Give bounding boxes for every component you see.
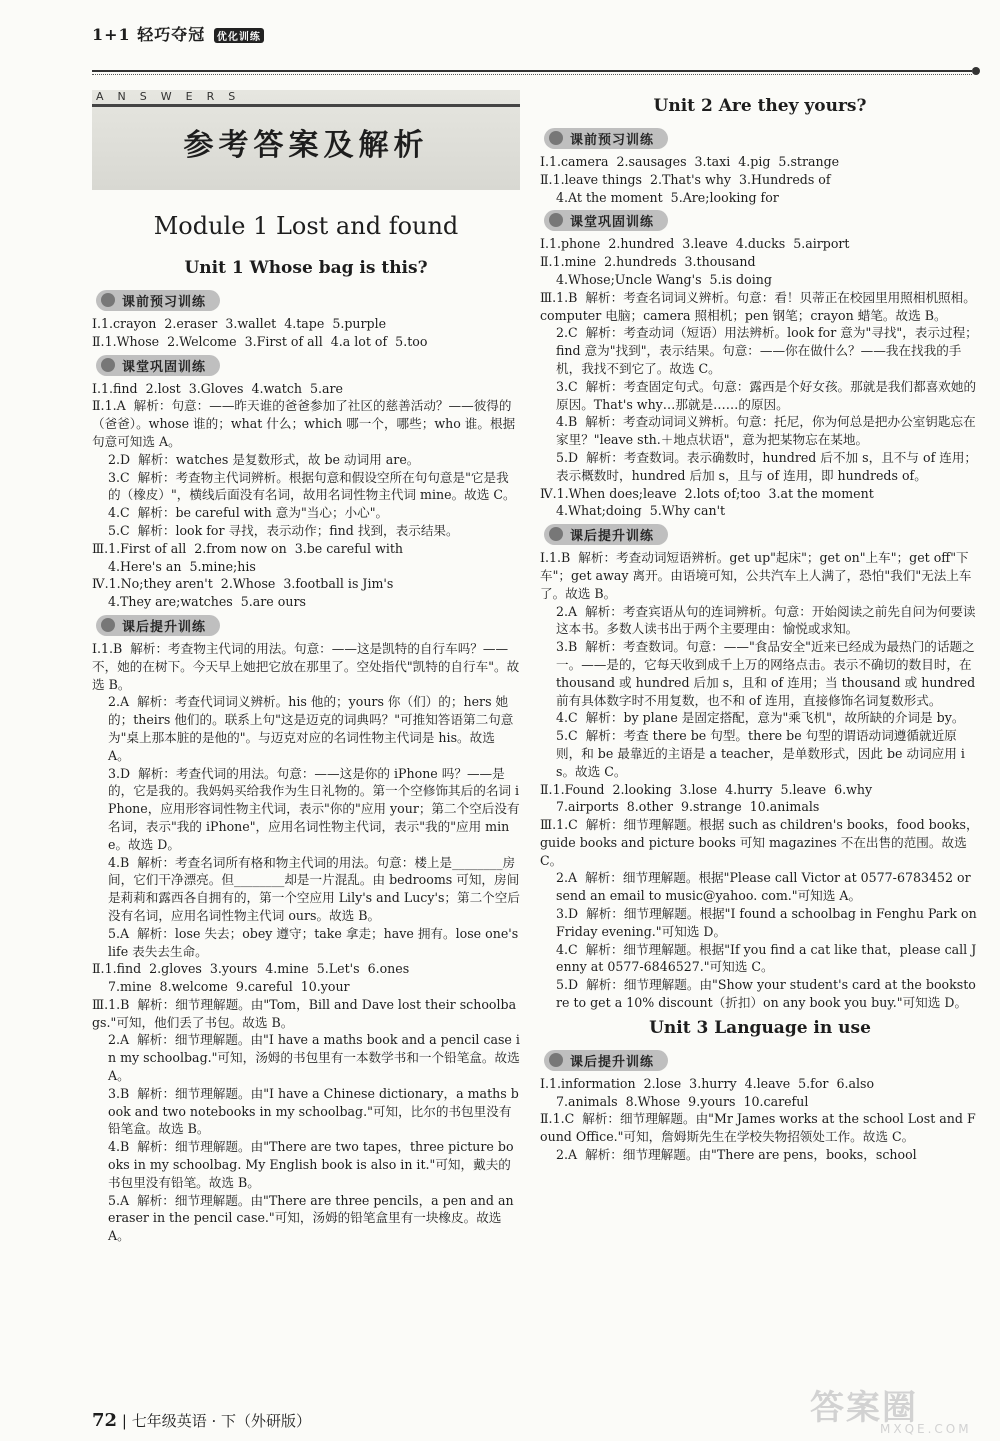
- answer-line: 4.B 解析：考查动词词义辨析。句意：托尼，你为何总是把办公室钥匙忘在家里？"leave sth.＋地点状语"，意为把某物忘在某地。: [556, 414, 976, 448]
- watermark-text: 答案圈: [810, 1388, 918, 1428]
- answer-line: 2.C 解析：考查动词（短语）用法辨析。look for 意为"寻找"，表示过程；find 意为"找到"，表示结果。句意：——你在做什么？——我在找我的手机，我找不到它了。故选 C。: [556, 325, 978, 376]
- banner-title: 参考答案及解析: [183, 128, 429, 163]
- answer-line: 4.They are;watches 5.are ours: [108, 594, 306, 610]
- answer-line: 2.A 解析：考查宾语从句的连词辨析。句意：开始阅读之前先自问为何要读这本书。多数人读书出于两个主要理由：愉悦或求知。: [556, 603, 976, 637]
- section-tag-preview: 课前预习训练: [96, 290, 220, 311]
- answer-line: 4.At the moment 5.Are;looking for: [556, 189, 779, 205]
- answer-line: 3.B 解析：细节理解题。由"I have a Chinese dictionary，a maths book and two notebooks in my schoolbag."可知，比尔的书包里没有铅笔盒。故选 B。: [108, 1085, 519, 1137]
- answer-line: Ⅱ.1.mine 2.hundreds 3.thousand: [540, 254, 756, 270]
- watermark-logo: [810, 1380, 990, 1440]
- answer-line: 4.C 解析：by plane 是固定搭配，意为"乘飞机"，故所缺的介词是 by。: [556, 710, 965, 726]
- unit-title: Unit 3 Language in use: [649, 1017, 871, 1038]
- answer-line: Ⅰ.1.phone 2.hundred 3.leave 4.ducks 5.airport: [540, 236, 850, 252]
- left-column: [92, 90, 524, 1245]
- footer-separator: |: [121, 1412, 127, 1430]
- answer-line: 4.Here's an 5.mine;his: [108, 558, 256, 574]
- answer-line: Ⅱ.1.Whose 2.Welcome 3.First of all 4.a lot of 5.too: [92, 333, 428, 349]
- answer-line: Ⅱ.1.C 解析：细节理解题。由"Mr James works at the school Lost and Found Office."可知，詹姆斯先生在学校失物招领处工作。故选 C。: [540, 1111, 976, 1145]
- section-tag-after-class: 课后提升训练: [96, 615, 220, 636]
- answer-line: Ⅱ.1.find 2.gloves 3.yours 4.mine 5.Let's 6.ones: [92, 961, 410, 977]
- book-title: 七年级英语 · 下（外研版）: [131, 1412, 311, 1430]
- right-column: [540, 90, 980, 1164]
- answer-line: 7.mine 8.welcome 9.careful 10.your: [108, 979, 350, 995]
- answer-line: 3.D 解析：细节理解题。根据"I found a schoolbag in Fenghu Park on Friday evening."可知选 D。: [556, 906, 981, 939]
- answers-rule: [92, 104, 520, 107]
- answer-line: Ⅲ.1.C 解析：细节理解题。根据 such as children's books，food books，guide books and picture books 可知 magazines 不在出售的范围。故选 C。: [540, 817, 979, 868]
- section-tag-classroom: 课堂巩固训练: [96, 355, 220, 376]
- answer-line: 2.A 解析：考查代词词义辨析。his 他的；yours 你（们）的；hers 她的；theirs 他们的。联系上句"这是迈克的词典吗？"可推知答语第二句意为"桌上那本脏的是他的"。与迈克对应的名词性物主代词是 his。故选 A。: [108, 694, 514, 763]
- page-header: [92, 18, 972, 48]
- section-tag-classroom: 课堂巩固训练: [544, 210, 668, 231]
- watermark-url: MXQE.COM: [880, 1422, 972, 1436]
- answer-line: 4.What;doing 5.Why can't: [556, 503, 726, 519]
- answer-line: Ⅰ.1.crayon 2.eraser 3.wallet 4.tape 5.purple: [92, 316, 387, 331]
- answer-line: 4.Whose;Uncle Wang's 5.is doing: [556, 271, 772, 287]
- section-tag-preview: 课前预习训练: [544, 128, 668, 149]
- header-dot: [972, 67, 980, 75]
- unit-title: Unit 2 Are they yours?: [653, 96, 867, 116]
- answer-line: Ⅱ.1.Found 2.looking 3.lose 4.hurry 5.leave 6.why: [540, 781, 873, 797]
- answer-line: 5.A 解析：细节理解题。由"There are three pencils，a pen and an eraser in the pencil case."可知，汤姆的铅笔盒里有一块橡皮。故选 A。: [108, 1192, 518, 1244]
- header-dotted-rule: [92, 74, 972, 75]
- answer-line: 5.C 解析：look for 寻找，表示动作；find 找到，表示结果。: [108, 522, 459, 538]
- brand-name: 1+1 轻巧夺冠: [92, 25, 206, 44]
- answer-line: 3.C 解析：考查物主代词辨析。根据句意和假设空所在句句意是"它是我的（橡皮）"，横线后面没有名词，故用名词性物主代词 mine。故选 C。: [108, 469, 516, 503]
- header-rule: [92, 70, 972, 72]
- answer-line: 5.D 解析：考查数词。表示确数时，hundred 后不加 s，且不与 of 连用；表示概数时，hundred 后加 s，且与 of 连用，即 hundreds of。: [556, 449, 978, 483]
- brand-badge: 优化训练: [214, 28, 264, 43]
- answer-line: 2.A 解析：细节理解题。根据"Please call Victor at 0577-6783452 or send an email to music@yahoo. com."可知选 A。: [556, 870, 975, 904]
- answer-line: 5.D 解析：细节理解题。由"Show your student's card at the bookstore to get a 10% discount（折扣）on any book you buy."可知选 D。: [556, 977, 976, 1011]
- answer-line: Ⅲ.1.First of all 2.from now on 3.be careful with: [92, 540, 404, 556]
- answer-line: 2.A 解析：细节理解题。由"I have a maths book and a pencil case in my schoolbag."可知，汤姆的书包里有一本数学书和一个铅笔盒。故选 A。: [108, 1032, 524, 1084]
- answers-word: ANSWERS: [96, 90, 250, 103]
- answer-line: Ⅱ.1.leave things 2.That's why 3.Hundreds of: [540, 171, 831, 187]
- answer-line: Ⅰ.1.camera 2.sausages 3.taxi 4.pig 5.strange: [540, 154, 840, 169]
- answer-line: Ⅰ.1.B 解析：考查物主代词的用法。句意：——这是凯特的自行车吗？——不，她的在树下。今天早上她把它放在那里了。空处指代"凯特的自行车"。故选 B。: [92, 640, 520, 692]
- answer-line: 3.D 解析：考查代词的用法。句意：——这是你的 iPhone 吗？——是的，它是我的。我妈妈买给我作为生日礼物的。第一个空修饰其后的名词 iPhone，应用形容词性物主代词，表示"你的"应用 your；第二个空后没有名词，表示"我的 iPhone"，应用名词性物主代词，表示"我的"应用 mine。故选 D。: [108, 765, 520, 852]
- answer-line: 2.D 解析：watches 是复数形式，故 be 动词用 are。: [108, 451, 420, 467]
- answer-line: 4.B 解析：考查名词所有格和物主代词的用法。句意：楼上是________房间，它们干净漂亮。但________却是一片混乱。由 bedrooms 可知，房间是莉莉和露西各自拥有的，第一个空应用 Lily's and Lucy's；第二个空后没有名词，应用名词性物主代词 ours。故选 B。: [108, 854, 520, 923]
- page-footer: [92, 1410, 311, 1431]
- answer-line: 3.B 解析：考查数词。句意：——"食品安全"近来已经成为最热门的话题之一。——是的，它每天收到成千上万的网络点击。表示不确切的数目时，在 thousand 或 hundred 后加 s，且和 of 连用；当 thousand 或 hundred 前有具体数字时不用复数，也不和 of 连用，直接修饰名词复数形式。: [556, 639, 980, 708]
- answer-line: 4.B 解析：细节理解题。由"There are two tapes，three picture books in my schoolbag. My English book is also in it."可知，戴夫的书包里没有铅笔。故选 B。: [108, 1139, 514, 1190]
- answer-line: 4.C 解析：be careful with 意为"当心；小心"。: [108, 505, 389, 521]
- answer-line: 3.C 解析：考查固定句式。句意：露西是个好女孩。那就是我们都喜欢她的原因。That's why…那就是……的原因。: [556, 378, 977, 412]
- answers-banner: [92, 90, 520, 190]
- answer-line: Ⅰ.1.information 2.lose 3.hurry 4.leave 5.for 6.also: [540, 1075, 875, 1091]
- answer-line: Ⅳ.1.No;they aren't 2.Whose 3.football is Jim's: [92, 576, 394, 592]
- answer-line: 4.C 解析：细节理解题。根据"If you find a cat like that，please call Jenny at 0577-6846527."可知选 C。: [556, 941, 977, 975]
- answer-line: Ⅰ.1.find 2.lost 3.Gloves 4.watch 5.are: [92, 380, 343, 396]
- module-title: Module 1 Lost and found: [153, 212, 459, 240]
- section-tag-after-class: 课后提升训练: [544, 524, 668, 545]
- page-number: 72: [92, 1410, 118, 1431]
- answer-line: 5.A 解析：lose 失去；obey 遵守；take 拿走；have 拥有。lose one's life 表失去生命。: [108, 925, 523, 959]
- answer-line: Ⅳ.1.When does;leave 2.lots of;too 3.at the moment: [540, 485, 874, 501]
- unit-title: Unit 1 Whose bag is this?: [184, 258, 428, 278]
- answer-line: 7.airports 8.other 9.strange 10.animals: [556, 799, 820, 815]
- section-tag-after-class: 课后提升训练: [544, 1050, 668, 1071]
- answer-line: Ⅱ.1.A 解析：句意：——昨天谁的爸爸参加了社区的慈善活动？——彼得的（爸爸）。whose 谁的；what 什么；which 哪一个，哪些；who 谁。根据句意可知选 A。: [92, 398, 516, 449]
- answer-line: Ⅲ.1.B 解析：细节理解题。由"Tom，Bill and Dave lost their schoolbags."可知，他们丢了书包。故选 B。: [92, 996, 517, 1030]
- answer-line: Ⅲ.1.B 解析：考查名词词义辨析。句意：看！贝蒂正在校园里用照相机照相。computer 电脑；camera 照相机；pen 钢笔；crayon 蜡笔。故选 B。: [540, 289, 976, 323]
- answer-line: 5.C 解析：考查 there be 句型。there be 句型的谓语动词遵循就近原则，和 be 最靠近的主语是 a teacher，是单数形式，因此 be 动词应用 is。故选 C。: [556, 728, 965, 779]
- brand-logo: [92, 22, 264, 45]
- answer-line: Ⅰ.1.B 解析：考查动词短语辨析。get up"起床"；get on"上车"；get off"下车"；get away 离开。由语境可知，公共汽车上人满了，恐怕"我们"无法上车了。故选 B。: [540, 550, 972, 601]
- answer-line: 7.animals 8.Whose 9.yours 10.careful: [556, 1093, 809, 1109]
- answer-line: 2.A 解析：细节理解题。由"There are pens，books，school: [556, 1147, 917, 1163]
